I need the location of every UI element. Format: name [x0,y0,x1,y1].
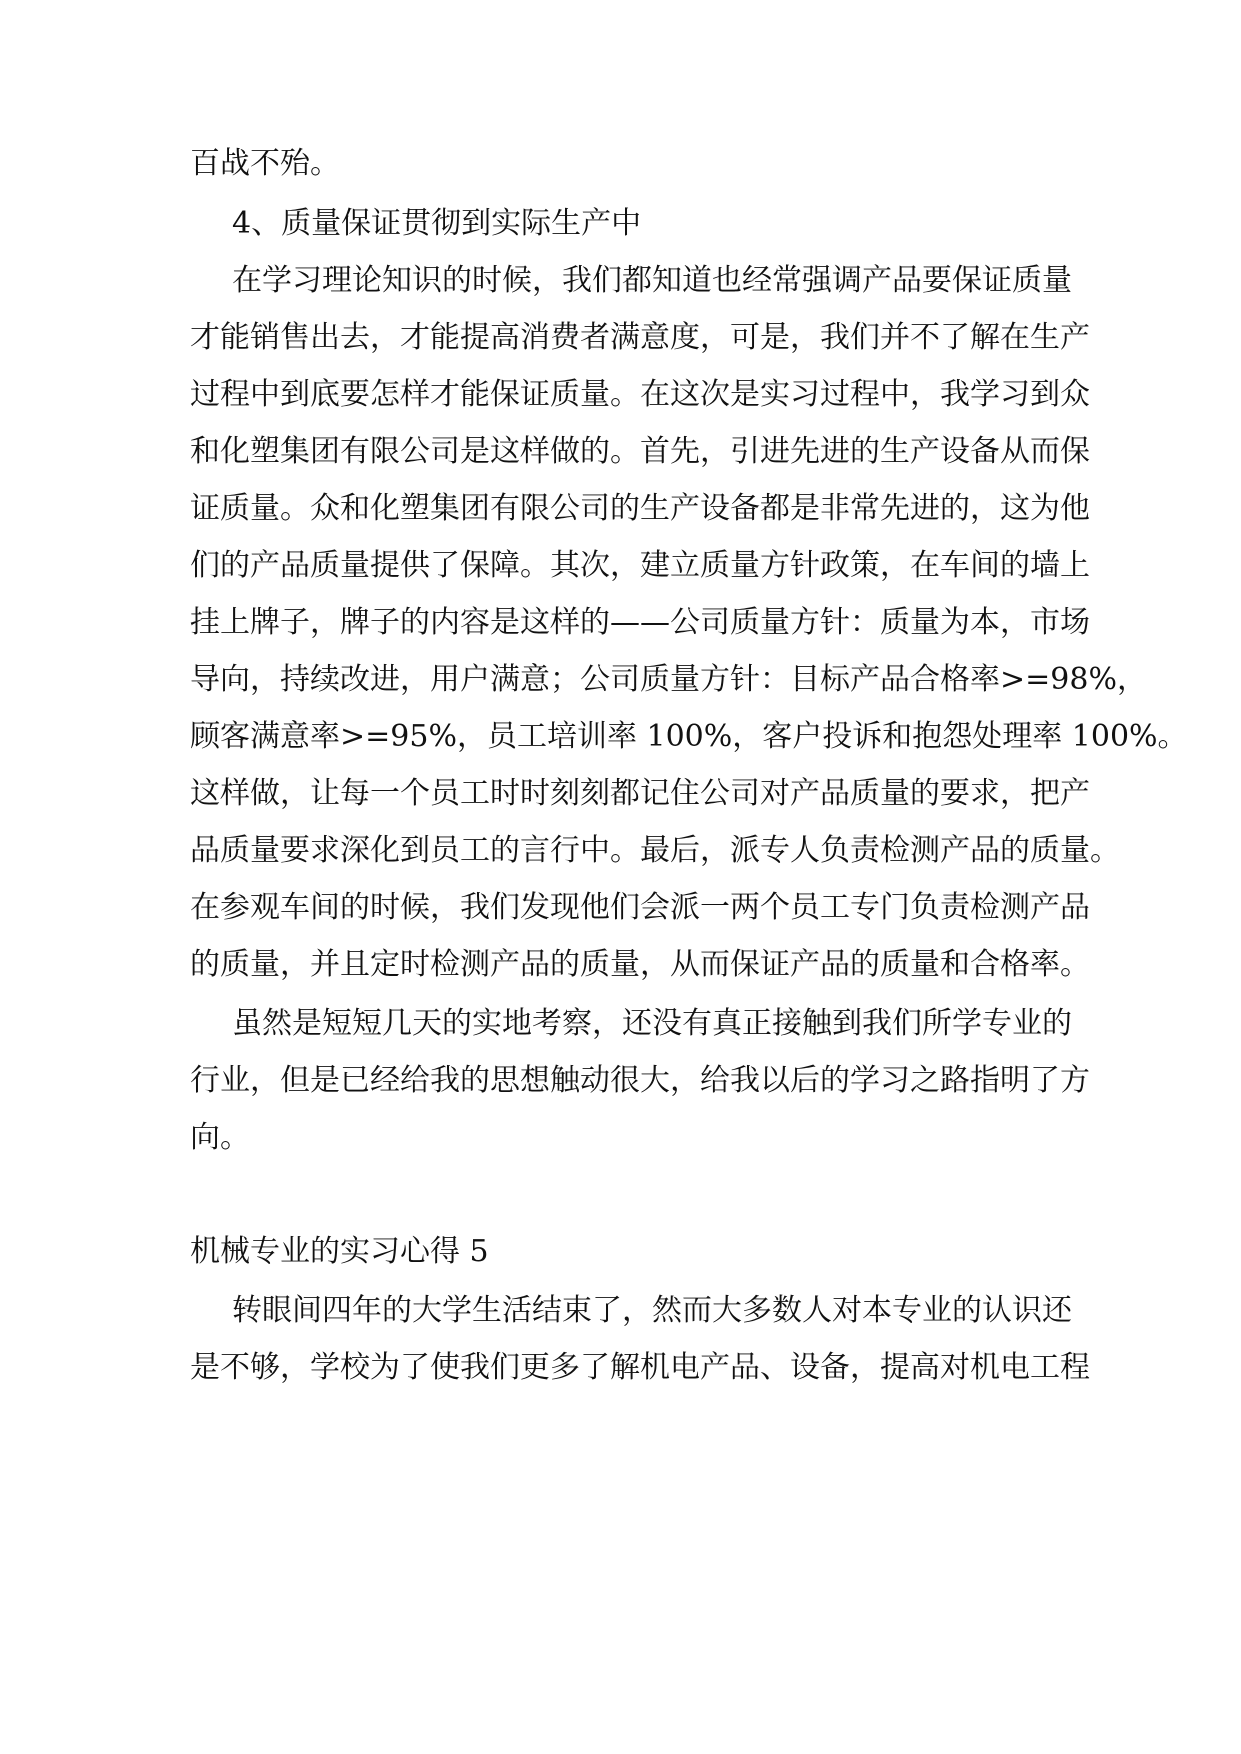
paragraph-line: 顾客满意率>=95%，员工培训率 100%，客户投诉和抱怨处理率 100%。 [190,719,1188,754]
paragraph-line: 们的产品质量提供了保障。其次，建立质量方针政策，在车间的墙上 [190,548,1090,583]
paragraph-line: 才能销售出去，才能提高消费者满意度，可是，我们并不了解在生产 [190,320,1090,355]
paragraph-line: 在学习理论知识的时候，我们都知道也经常强调产品要保证质量 [232,263,1072,298]
paragraph-line: 品质量要求深化到员工的言行中。最后，派专人负责检测产品的质量。 [190,833,1120,868]
paragraph-line: 在参观车间的时候，我们发现他们会派一两个员工专门负责检测产品 [190,890,1090,925]
paragraph-line: 过程中到底要怎样才能保证质量。在这次是实习过程中，我学习到众 [190,377,1090,412]
paragraph-line: 向。 [190,1120,250,1155]
paragraph-line: 虽然是短短几天的实地考察，还没有真正接触到我们所学专业的 [232,1006,1072,1041]
paragraph-line: 挂上牌子，牌子的内容是这样的——公司质量方针：质量为本，市场 [190,605,1090,640]
paragraph-line: 的质量，并且定时检测产品的质量，从而保证产品的质量和合格率。 [190,947,1090,982]
paragraph-line: 这样做，让每一个员工时时刻刻都记住公司对产品质量的要求，把产 [190,776,1090,811]
paragraph-line: 是不够，学校为了使我们更多了解机电产品、设备，提高对机电工程 [190,1350,1090,1385]
paragraph-line: 和化塑集团有限公司是这样做的。首先，引进先进的生产设备从而保 [190,434,1090,469]
text-line: 百战不殆。 [190,146,340,181]
paragraph-line: 行业，但是已经给我的思想触动很大，给我以后的学习之路指明了方 [190,1063,1090,1098]
section-heading: 4、质量保证贯彻到实际生产中 [232,206,642,241]
paragraph-line: 证质量。众和化塑集团有限公司的生产设备都是非常先进的，这为他 [190,491,1090,526]
section-title: 机械专业的实习心得 5 [190,1234,489,1269]
paragraph-line: 导向，持续改进，用户满意；公司质量方针：目标产品合格率>=98%， [190,662,1147,697]
paragraph-line: 转眼间四年的大学生活结束了，然而大多数人对本专业的认识还 [232,1293,1072,1328]
